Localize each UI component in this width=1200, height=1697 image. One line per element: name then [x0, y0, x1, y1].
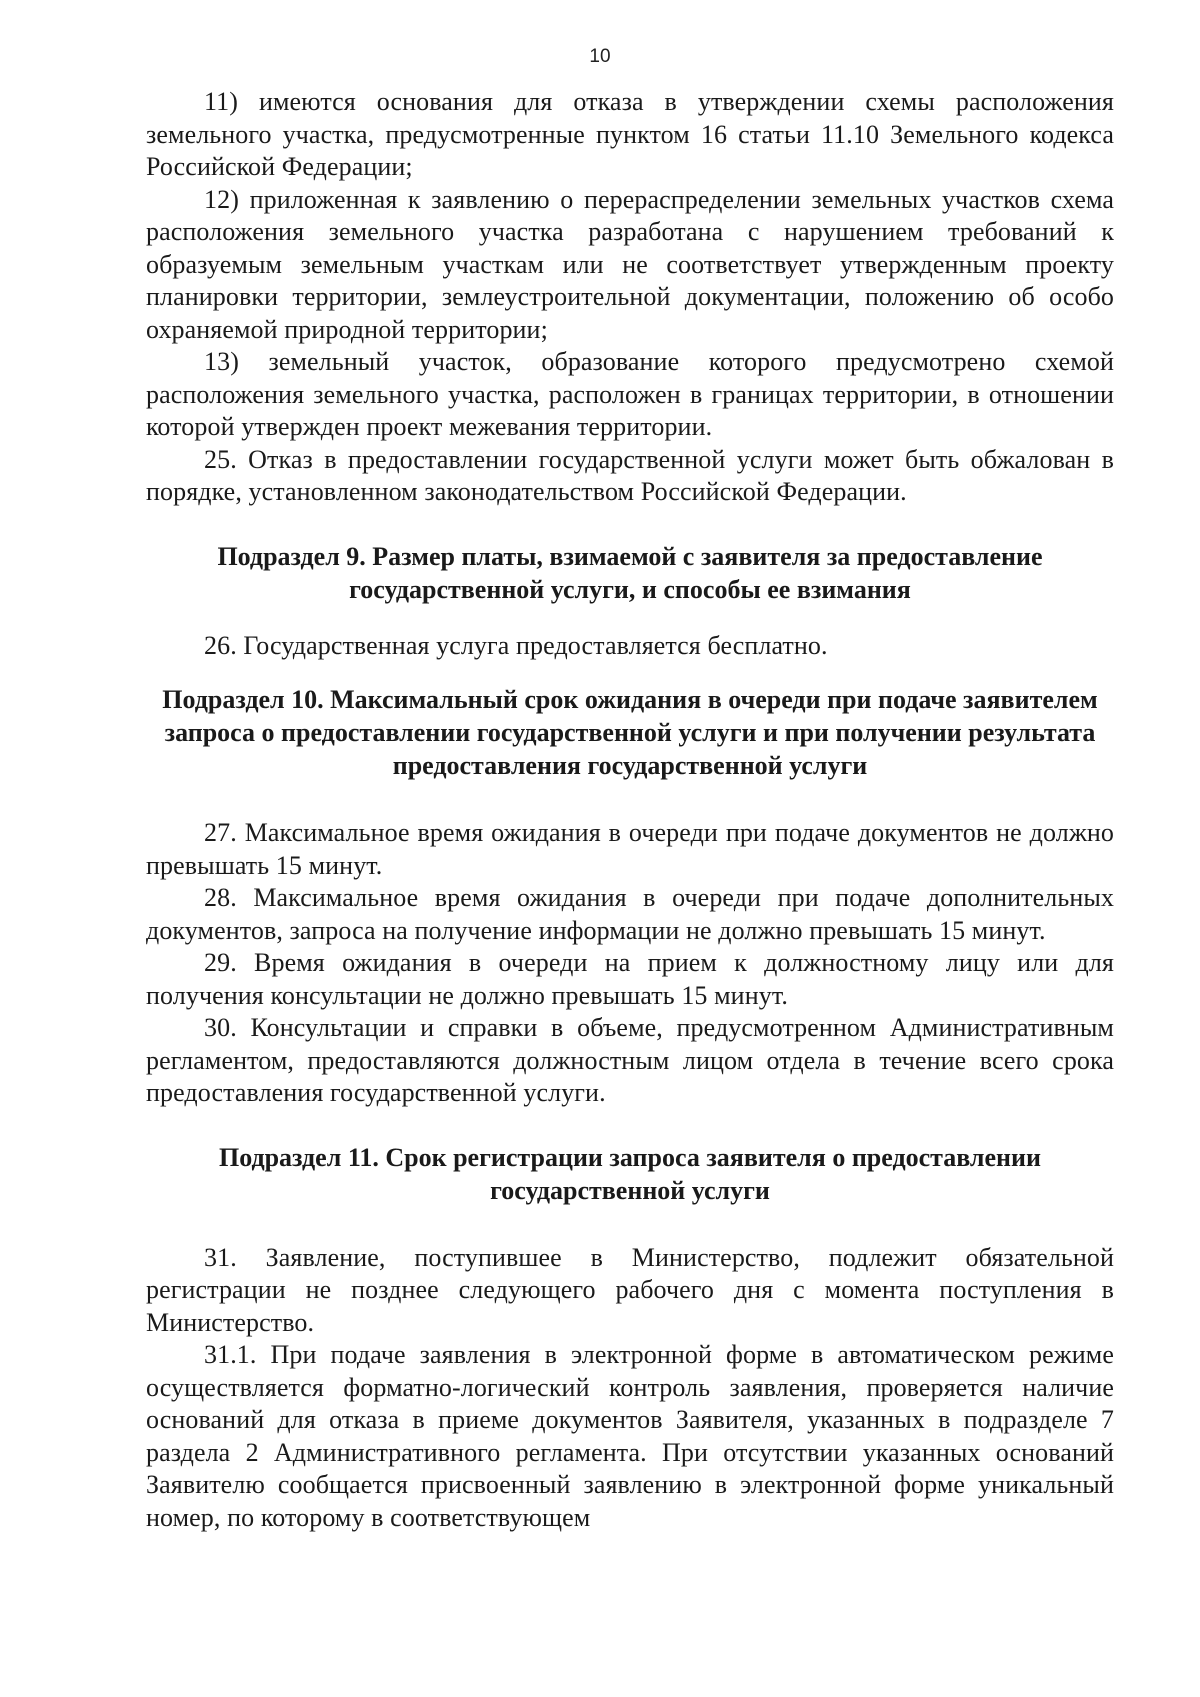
document-body — [146, 86, 1114, 1534]
paragraph-29: 29. Время ожидания в очереди на прием к должностному лицу или для получения консультации не должно превышать 15 минут. — [146, 948, 1114, 1010]
page-number: 10 — [589, 46, 611, 67]
heading-subsection-10: Подраздел 10. Максимальный срок ожидания в очереди при подаче заявителем запроса о предоставлении государственной услуги и при получении результата предоставления государственной услуги — [162, 685, 1098, 780]
paragraph-item-11: 11) имеются основания для отказа в утверждении схемы расположения земельного участка, предусмотренные пунктом 16 статьи 11.10 Земельного кодекса Российской Федерации; — [146, 87, 1114, 181]
paragraph-28: 28. Максимальное время ожидания в очереди при подаче дополнительных документов, запроса на получение информации не должно превышать 15 минут. — [146, 883, 1114, 945]
paragraph-25: 25. Отказ в предоставлении государственной услуги может быть обжалован в порядке, установленном законодательством Российской Федерации. — [146, 444, 1114, 506]
paragraph-31-1: 31.1. При подаче заявления в электронной форме в автоматическом режиме осуществляется форматно-логический контроль заявления, проверяется наличие оснований для отказа в приеме документов Заявителя, указанных в подразделе 7 раздела 2 Административного регламента. При отсутствии указанных оснований Заявителю сообщается присвоенный заявлению в электронной форме уникальный номер, по которому в соответствующем — [146, 1340, 1114, 1532]
paragraph-30: 30. Консультации и справки в объеме, предусмотренном Административным регламентом, предоставляются должностным лицом отдела в течение всего срока предоставления государственной услуги. — [146, 1013, 1114, 1107]
paragraph-item-13: 13) земельный участок, образование которого предусмотрено схемой расположения земельного участка, расположен в границах территории, в отношении которой утвержден проект межевания территории. — [146, 347, 1114, 441]
heading-subsection-11: Подраздел 11. Срок регистрации запроса заявителя о предоставлении государственной услуги — [218, 1142, 1042, 1205]
paragraph-26: 26. Государственная услуга предоставляется бесплатно. — [204, 630, 828, 660]
paragraph-27: 27. Максимальное время ожидания в очереди при подаче документов не должно превышать 15 минут. — [146, 818, 1114, 880]
heading-subsection-9: Подраздел 9. Размер платы, взимаемой с заявителя за предоставление государственной услуги, и способы ее взимания — [217, 541, 1043, 604]
paragraph-item-12: 12) приложенная к заявлению о перераспределении земельных участков схема расположения земельного участка разработана с нарушением требований к образуемым земельным участкам или не соответствует утвержденным проекту планировки территории, землеустроительной документации, положению об особо охраняемой природной территории; — [146, 184, 1114, 344]
paragraph-31: 31. Заявление, поступившее в Министерство, подлежит обязательной регистрации не позднее следующего рабочего дня с момента поступления в Министерство. — [146, 1242, 1114, 1337]
